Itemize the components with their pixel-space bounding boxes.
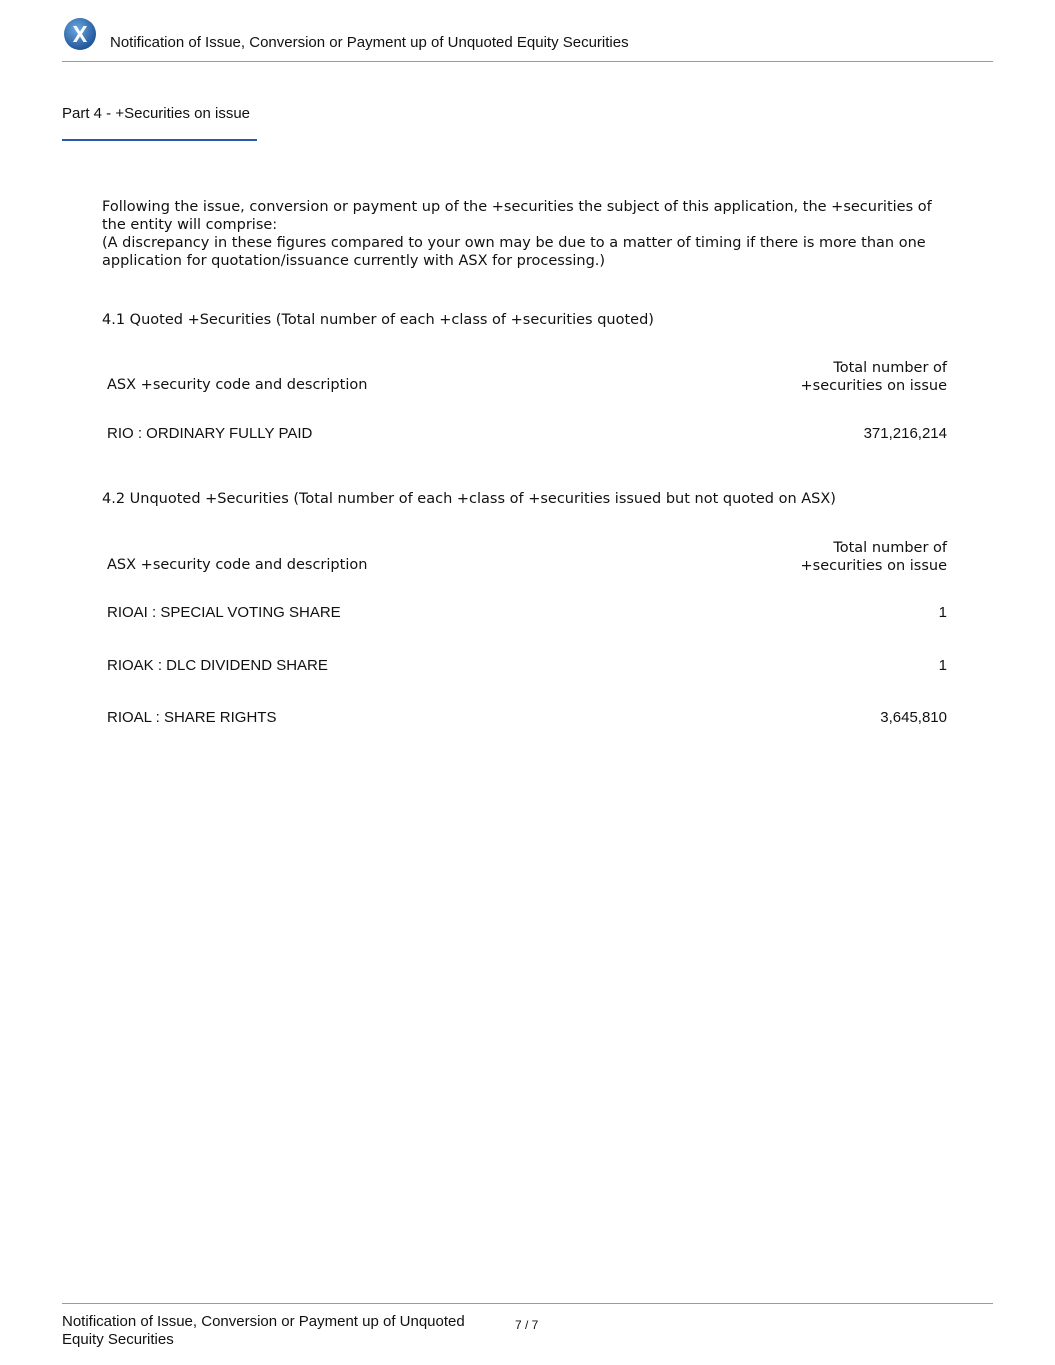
footer-title: Notification of Issue, Conversion or Payment up of Unquoted Equity Securities bbox=[62, 1313, 465, 1348]
table-row-desc: RIOAI : SPECIAL VOTING SHARE bbox=[107, 604, 341, 621]
quoted-col-total-header bbox=[801, 359, 948, 395]
header-divider bbox=[62, 61, 993, 62]
quoted-col-description-header: ASX +security code and description bbox=[107, 377, 368, 393]
discrepancy-note: (A discrepancy in these figures compared to your own may be due to a matter of timing if there is more than one application for quotation/issuance currently with ASX for processing.) bbox=[102, 235, 926, 269]
unquoted-col-total-line1: Total number of bbox=[833, 540, 947, 556]
table-row-total: 3,645,810 bbox=[880, 709, 947, 726]
quoted-securities-heading: 4.1 Quoted +Securities (Total number of each +class of +securities quoted) bbox=[102, 312, 654, 328]
unquoted-col-description-header: ASX +security code and description bbox=[107, 557, 368, 573]
asx-logo-icon bbox=[63, 17, 97, 51]
footer-divider bbox=[62, 1303, 993, 1304]
section-title-underline bbox=[62, 139, 257, 141]
table-row-desc: RIO : ORDINARY FULLY PAID bbox=[107, 425, 313, 442]
table-row-total: 371,216,214 bbox=[863, 425, 947, 442]
table-row-desc: RIOAK : DLC DIVIDEND SHARE bbox=[107, 657, 328, 674]
table-row-total: 1 bbox=[938, 657, 947, 674]
table-row-desc: RIOAL : SHARE RIGHTS bbox=[107, 709, 277, 726]
table-row-total: 1 bbox=[938, 604, 947, 621]
section-title: Part 4 - +Securities on issue bbox=[62, 105, 251, 122]
unquoted-col-total-header bbox=[801, 539, 948, 575]
unquoted-col-total-line2: +securities on issue bbox=[800, 558, 947, 574]
intro-text: Following the issue, conversion or payment up of the +securities the subject of this application, the +securities of the entity will comprise: bbox=[102, 199, 932, 233]
unquoted-securities-heading: 4.2 Unquoted +Securities (Total number of each +class of +securities issued but not quoted on ASX) bbox=[102, 491, 836, 507]
quoted-col-total-line2: +securities on issue bbox=[800, 378, 947, 394]
header-title: Notification of Issue, Conversion or Payment up of Unquoted Equity Securities bbox=[110, 34, 629, 51]
page-number: 7 / 7 bbox=[515, 1318, 539, 1332]
quoted-col-total-line1: Total number of bbox=[833, 360, 947, 376]
